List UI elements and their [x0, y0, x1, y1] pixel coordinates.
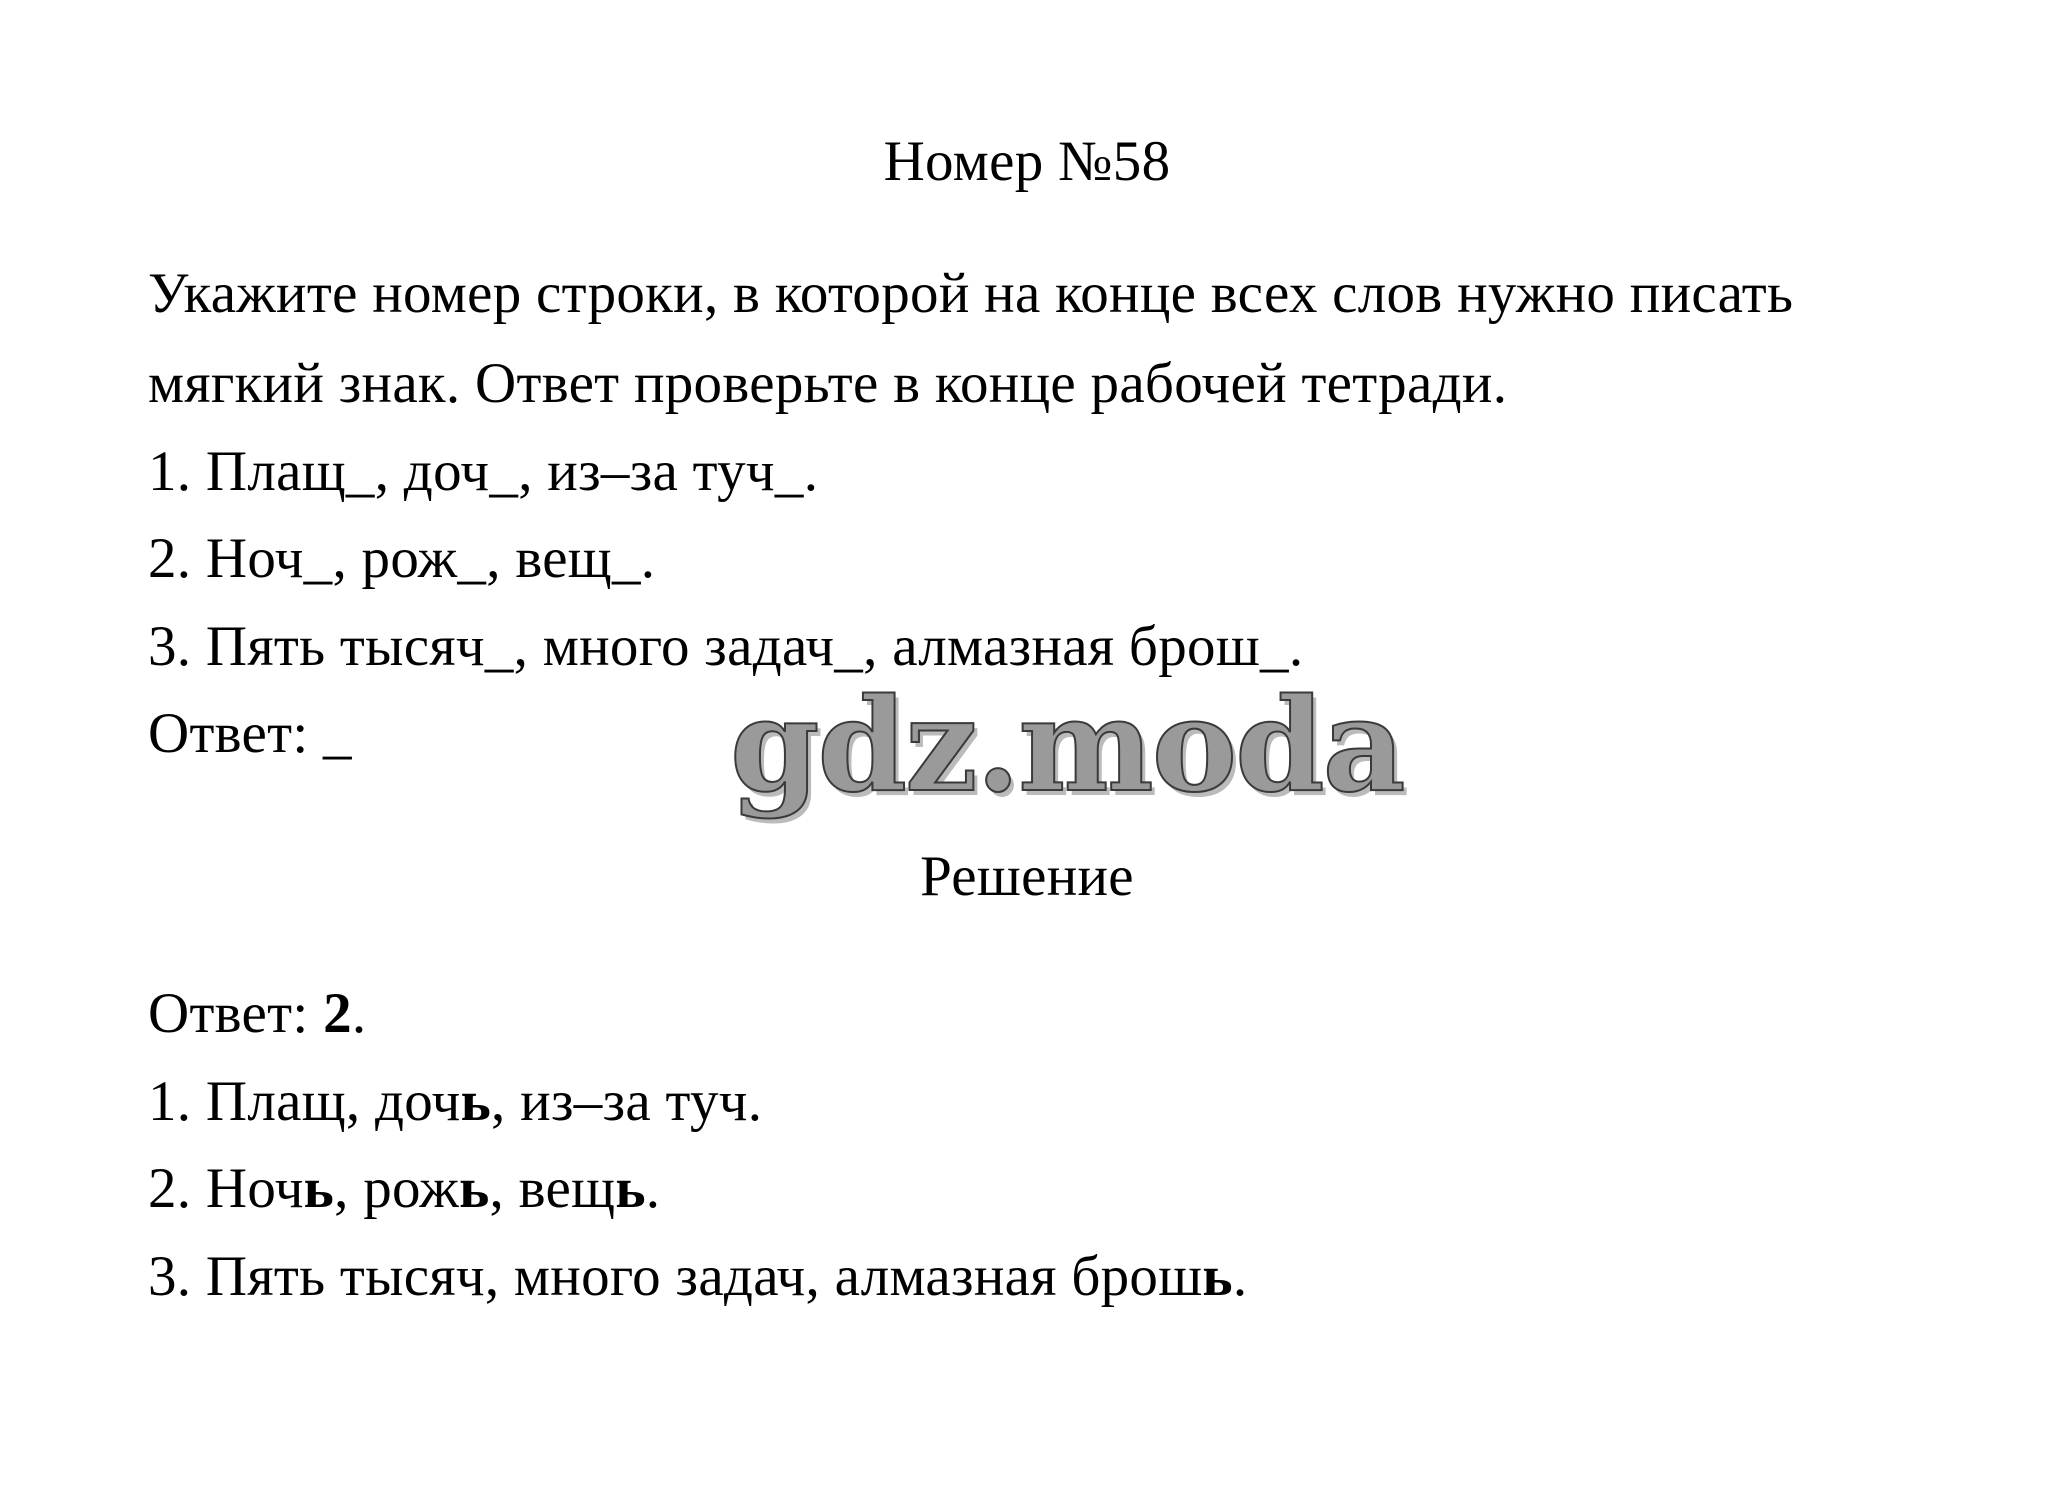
solution-line-2-text-d: , вещ [489, 1157, 616, 1220]
solution-answer [148, 982, 367, 1045]
solution-line-2-soft-sign-2: ь [459, 1157, 490, 1220]
task-option-2: 2. Ноч_, рож_, вещ_. [148, 527, 656, 590]
solution-answer-end: . [351, 982, 367, 1045]
solution-line-1-soft-sign: ь [460, 1070, 492, 1133]
solution-line-3 [148, 1245, 1248, 1308]
solution-line-3-text-a: 3. Пять тысяч, много задач, алмазная брош [148, 1245, 1203, 1308]
watermark-logo: gdz.moda [730, 671, 1404, 821]
task-option-3: 3. Пять тысяч_, много задач_, алмазная брош_. [148, 615, 1304, 678]
solution-line-1-text-c: , из–за туч. [491, 1070, 763, 1133]
solution-line-2-text-a: 2. Ноч [148, 1157, 304, 1220]
solution-line-3-text-c: . [1232, 1245, 1248, 1308]
solution-answer-value: 2 [323, 982, 352, 1045]
solution-line-2-text-e: . [645, 1157, 661, 1220]
solution-line-2-text-c: , рож [334, 1157, 460, 1220]
task-text-line-1: Укажите номер строки, в которой на конце всех слов нужно писать [148, 262, 1794, 325]
solution-line-3-soft-sign: ь [1202, 1245, 1233, 1308]
solution-line-2-soft-sign-1: ь [303, 1157, 335, 1220]
task-option-1: 1. Плащ_, доч_, из–за туч_. [148, 440, 819, 503]
task-text-line-2: мягкий знак. Ответ проверьте в конце рабочей тетради. [148, 352, 1508, 415]
solution-line-2-soft-sign-3: ь [615, 1157, 646, 1220]
solution-answer-label: Ответ: [148, 982, 324, 1045]
solution-heading: Решение [920, 845, 1134, 908]
solution-line-1-text-a: 1. Плащ, доч [148, 1070, 461, 1133]
solution-line-2 [148, 1157, 661, 1220]
solution-line-1 [148, 1070, 763, 1133]
task-answer-prompt: Ответ: _ [148, 702, 352, 765]
page-title: Номер №58 [883, 130, 1171, 193]
